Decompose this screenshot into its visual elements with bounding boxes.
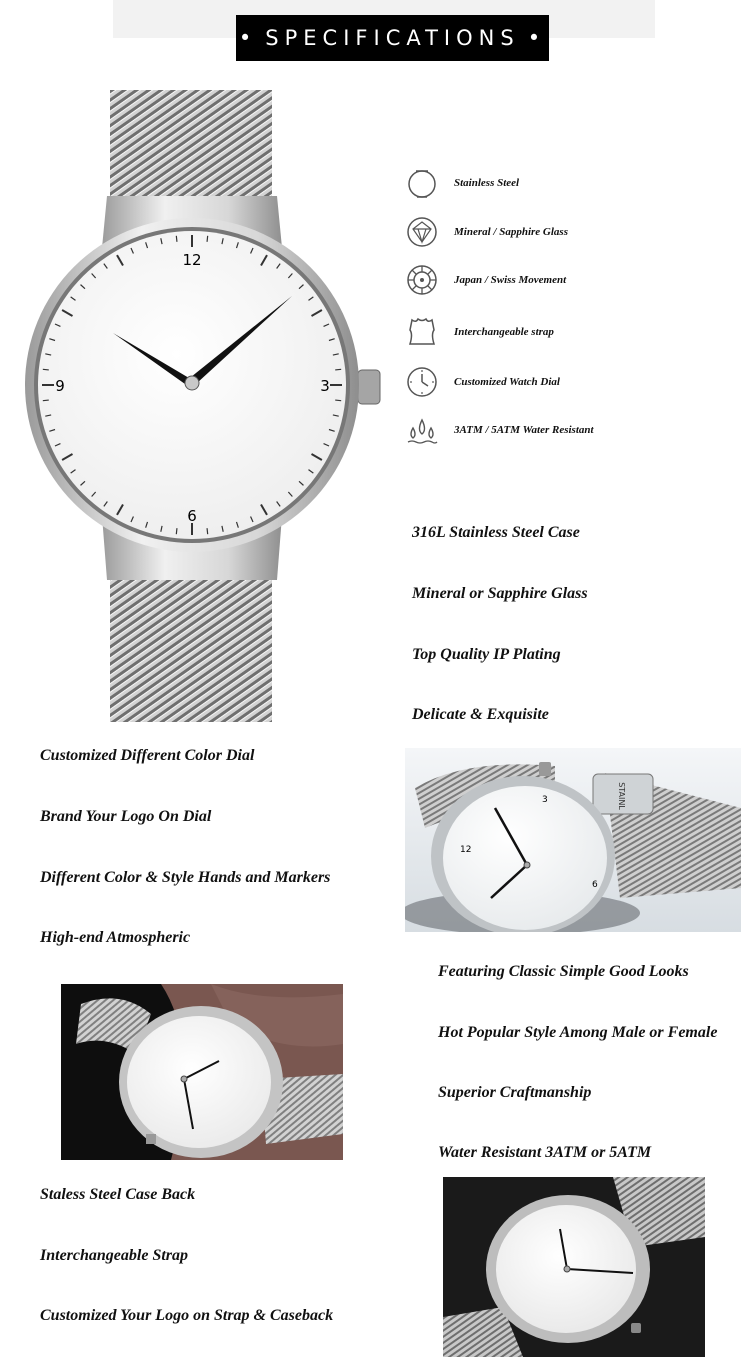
spec-label: Mineral / Sapphire Glass (454, 226, 568, 238)
spec-item-movement (404, 260, 566, 300)
feature-b-3: Different Color & Style Hands and Markers (40, 869, 331, 886)
feature-c-2: Hot Popular Style Among Male or Female (438, 1024, 718, 1041)
spec-label: Customized Watch Dial (454, 376, 560, 388)
feature-d-3: Customized Your Logo on Strap & Caseback (40, 1307, 334, 1324)
clasp-text: STAINL (617, 782, 626, 810)
side-dial-12: 12 (460, 845, 472, 855)
watch-side-photo (405, 748, 741, 932)
banner-dot-right: • (527, 26, 547, 50)
spec-item-stainless-steel (404, 163, 519, 203)
feature-a-3: Top Quality IP Plating (412, 646, 561, 663)
dial-tick (335, 400, 341, 401)
gem-icon (404, 214, 440, 250)
feature-a-2: Mineral or Sapphire Glass (412, 585, 588, 602)
spec-item-strap (404, 312, 554, 352)
ring-icon (404, 165, 440, 201)
dial-tick (335, 369, 341, 370)
feature-c-1: Featuring Classic Simple Good Looks (438, 963, 689, 980)
feature-c-4: Water Resistant 3ATM or 5ATM (438, 1144, 652, 1161)
spec-label: 3ATM / 5ATM Water Resistant (454, 424, 594, 436)
hero-dial-9: 9 (55, 377, 65, 395)
feature-b-4: High-end Atmospheric (40, 929, 191, 946)
watch-wrist-photo (61, 984, 343, 1160)
feature-c-3: Superior Craftmanship (438, 1084, 592, 1101)
watch-dark-photo (443, 1177, 705, 1357)
dial-tick (207, 236, 208, 242)
spec-label: Stainless Steel (454, 177, 520, 189)
dial-tick (176, 236, 177, 242)
hero-dial-3: 3 (320, 377, 330, 395)
dial-tick (176, 528, 177, 534)
feature-d-1: Staless Steel Case Back (40, 1186, 196, 1203)
side-dial-6: 6 (592, 880, 598, 890)
hero-dial-12: 12 (182, 251, 202, 269)
water-drops-icon (404, 412, 440, 448)
feature-a-1: 316L Stainless Steel Case (412, 524, 580, 541)
banner-dot-left: • (238, 26, 258, 50)
spec-item-dial (404, 362, 560, 402)
hero-watch-image (15, 88, 390, 728)
spec-label: Interchangeable strap (454, 326, 554, 338)
dial-tick (207, 528, 208, 534)
spec-label: Japan / Swiss Movement (454, 274, 567, 286)
feature-b-1: Customized Different Color Dial (40, 747, 255, 764)
spec-item-water (404, 410, 594, 450)
feature-a-4: Delicate & Exquisite (412, 706, 549, 723)
spec-item-glass (404, 212, 568, 252)
feature-d-2: Interchangeable Strap (40, 1247, 189, 1264)
banner-title: SPECIFICATIONS (265, 26, 520, 50)
side-dial-3: 3 (542, 795, 548, 805)
leather-icon (404, 314, 440, 350)
gear-icon (404, 262, 440, 298)
dial-tick (43, 369, 49, 370)
specifications-banner (236, 15, 549, 61)
hero-dial-6: 6 (187, 507, 197, 525)
dial-icon (404, 364, 440, 400)
feature-b-2: Brand Your Logo On Dial (40, 808, 212, 825)
dial-tick (43, 400, 49, 401)
